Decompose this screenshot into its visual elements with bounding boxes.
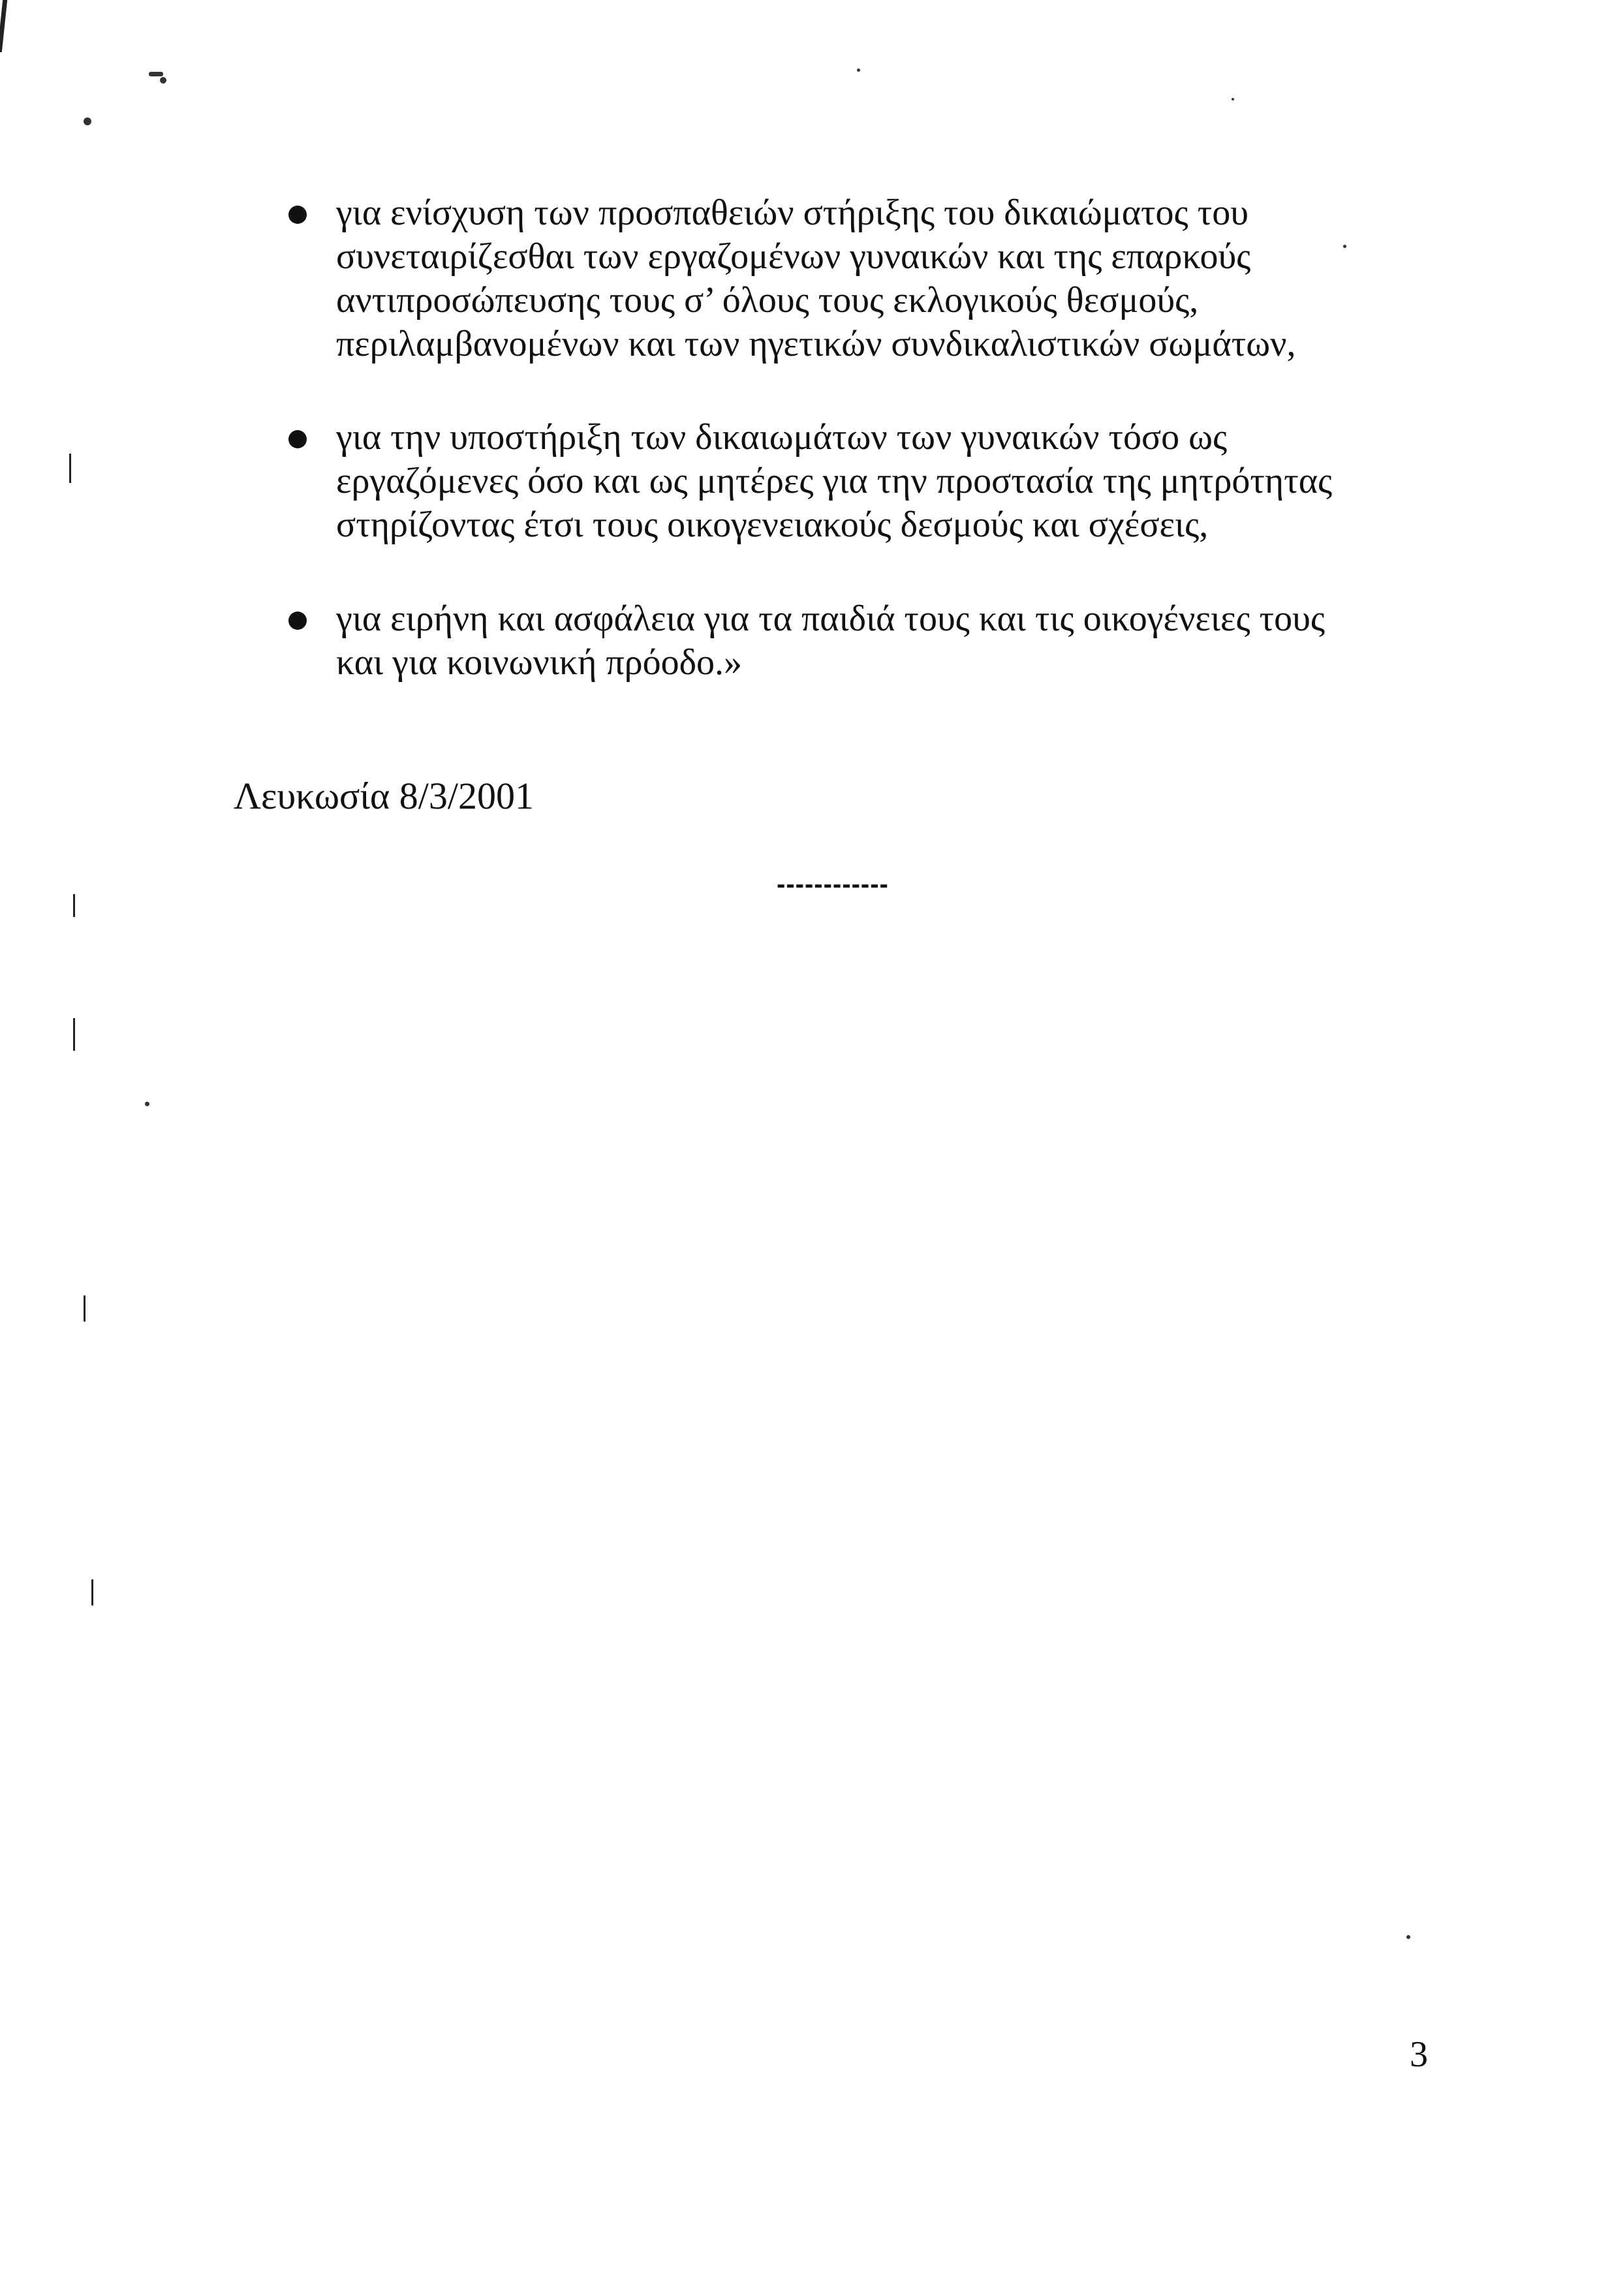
text-line: για ενίσχυση των προσπαθειών στήριξης του δικαιώματος του [336,193,1248,233]
bullet-icon [288,206,307,224]
text-line: περιλαμβανομένων και των ηγετικών συνδικαλιστικών σωμάτων, [336,324,1296,364]
scan-margin-mark [69,454,71,483]
bullet-icon [288,612,307,630]
scan-speck [145,1102,149,1106]
scan-margin-mark [73,894,75,917]
bullet-icon [288,430,307,448]
bullet-text [336,416,1459,547]
bullet-text [336,191,1459,366]
text-line: εργαζόμενες όσο και ως μητέρες για την προστασία της μητρότητας [336,461,1333,501]
scan-speck [149,72,163,76]
text-line: για την υποστήριξη των δικαιωμάτων των γυναικών τόσο ως [336,417,1228,458]
scan-speck [1232,98,1234,101]
scan-speck [160,77,166,84]
scan-speck [857,69,860,72]
text-line: αντιπροσώπευσης τους σ’ όλους τους εκλογικούς θεσμούς, [336,280,1199,320]
text-line: συνεταιρίζεσθαι των εργαζομένων γυναικών και της επαρκούς [336,236,1251,277]
date-place-line: Λευκωσία 8/3/2001 [234,775,535,817]
scan-speck [1406,1935,1410,1939]
page-number: 3 [1410,2034,1428,2075]
text-line: για ειρήνη και ασφάλεια για τα παιδιά τους και τις οικογένειες τους [336,598,1326,639]
scan-margin-mark [84,1295,85,1322]
scan-margin-mark [91,1579,93,1606]
text-line: και για κοινωνική πρόοδο.» [336,642,743,683]
scan-edge-mark [0,0,7,52]
separator-line: ------------ [777,870,889,899]
scan-speck [84,117,91,125]
scan-margin-mark [73,1018,75,1051]
bullet-text [336,597,1459,685]
text-line: στηρίζοντας έτσι τους οικογενειακούς δεσμούς και σχέσεις, [336,504,1209,545]
